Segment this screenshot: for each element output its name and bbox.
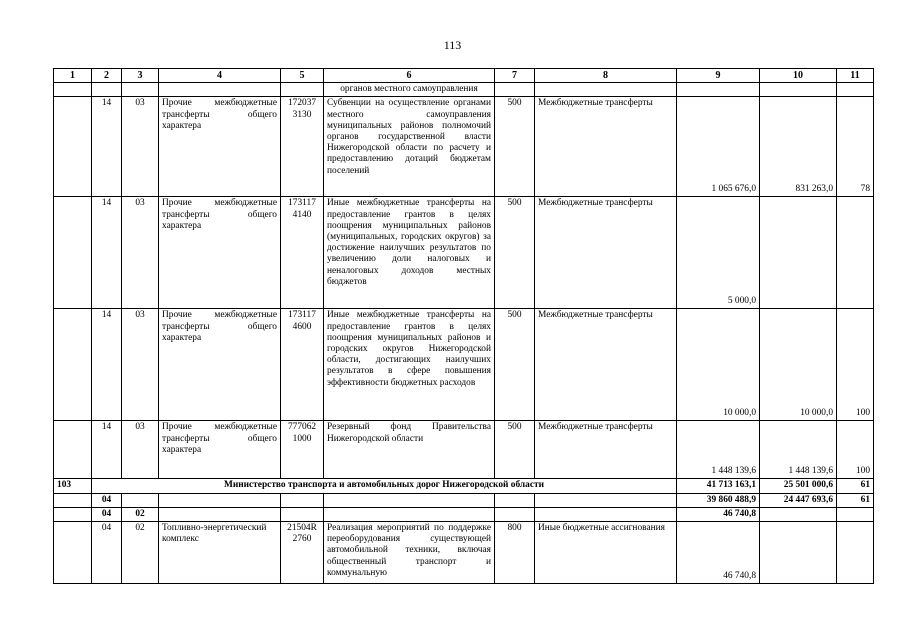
continuation-text: органов местного самоуправления	[324, 83, 495, 97]
table-row	[54, 421, 874, 479]
target-name: Иные межбюджетные трансферты на предоставление грантов в целях поощрения муниципальных районов и городских округов Нижегородской области, достигающих наилучших результатов в сфере повышения эффективности бюджетных расходов	[324, 309, 495, 421]
actual-amount: 831 263,0	[760, 97, 837, 197]
section-row	[54, 493, 874, 507]
col-header: 7	[495, 69, 535, 83]
percent: 100	[837, 309, 874, 421]
section-code: 14	[92, 197, 122, 309]
planned-amount: 1 065 676,0	[677, 97, 760, 197]
ministry-title: Министерство транспорта и автомобильных дорог Нижегородской области	[92, 479, 677, 493]
actual-amount	[760, 197, 837, 309]
planned-amount: 39 860 488,9	[677, 493, 760, 507]
planned-amount: 46 740,8	[677, 522, 760, 584]
continuation-row	[54, 83, 874, 97]
planned-amount: 5 000,0	[677, 197, 760, 309]
col-header: 10	[760, 69, 837, 83]
col-header: 4	[159, 69, 281, 83]
subsection-code: 03	[122, 197, 159, 309]
planned-amount: 46 740,8	[677, 507, 760, 521]
table-row	[54, 197, 874, 309]
section-code: 04	[92, 507, 122, 521]
subsection-name: Прочие межбюджетные трансферты общего характера	[159, 421, 281, 479]
planned-amount: 41 713 163,1	[677, 479, 760, 493]
budget-table	[53, 68, 874, 584]
subsection-code: 03	[122, 309, 159, 421]
subsection-code: 03	[122, 421, 159, 479]
col-header: 8	[535, 69, 677, 83]
subsection-code: 02	[122, 507, 159, 521]
header-row	[54, 69, 874, 83]
section-code: 04	[92, 493, 122, 507]
expense-code: 500	[495, 309, 535, 421]
expense-name: Межбюджетные трансферты	[535, 197, 677, 309]
actual-amount: 10 000,0	[760, 309, 837, 421]
target-code: 21504R 2760	[281, 522, 324, 584]
subsection-name: Прочие межбюджетные трансферты общего характера	[159, 97, 281, 197]
actual-amount: 24 447 693,6	[760, 493, 837, 507]
subsection-code: 03	[122, 97, 159, 197]
actual-amount: 25 501 000,6	[760, 479, 837, 493]
expense-code: 500	[495, 97, 535, 197]
percent: 61	[837, 493, 874, 507]
subsection-name: Топливно-энергетический комплекс	[159, 522, 281, 584]
expense-code: 500	[495, 421, 535, 479]
section-code: 14	[92, 421, 122, 479]
expense-code: 800	[495, 522, 535, 584]
section-code: 14	[92, 309, 122, 421]
target-code: 777062 1000	[281, 421, 324, 479]
target-code: 172037 3130	[281, 97, 324, 197]
percent: 100	[837, 421, 874, 479]
col-header: 9	[677, 69, 760, 83]
expense-name: Иные бюджетные ассигнования	[535, 522, 677, 584]
percent: 78	[837, 97, 874, 197]
target-code: 173117 4140	[281, 197, 324, 309]
subsection-row	[54, 507, 874, 521]
expense-code: 500	[495, 197, 535, 309]
target-name: Реализация мероприятий по поддержке переоборудования существующей автомобильной техники, включая общественный транспорт и коммунальную	[324, 522, 495, 584]
subsection-name: Прочие межбюджетные трансферты общего характера	[159, 197, 281, 309]
col-header: 11	[837, 69, 874, 83]
table-row	[54, 522, 874, 584]
section-code: 04	[92, 522, 122, 584]
actual-amount: 1 448 139,6	[760, 421, 837, 479]
target-code: 173117 4600	[281, 309, 324, 421]
col-header: 5	[281, 69, 324, 83]
col-header: 3	[122, 69, 159, 83]
col-header: 1	[54, 69, 92, 83]
section-code: 14	[92, 97, 122, 197]
percent: 61	[837, 479, 874, 493]
col-header: 2	[92, 69, 122, 83]
table-row	[54, 309, 874, 421]
target-name: Резервный фонд Правительства Нижегородской области	[324, 421, 495, 479]
target-name: Иные межбюджетные трансферты на предоставление грантов в целях поощрения муниципальных районов (муниципальных, городских округов) за достижение наилучших результатов по увеличению доли налоговых и неналоговых доходов местных бюджетов	[324, 197, 495, 309]
planned-amount: 1 448 139,6	[677, 421, 760, 479]
expense-name: Межбюджетные трансферты	[535, 309, 677, 421]
col-header: 6	[324, 69, 495, 83]
target-name: Субвенции на осуществление органами местного самоуправления муниципальных районов полномочий органов государственной власти Нижегородской области по расчету и предоставлению дотаций бюджетам поселений	[324, 97, 495, 197]
subsection-code: 02	[122, 522, 159, 584]
percent	[837, 197, 874, 309]
ministry-row	[54, 479, 874, 493]
ministry-code: 103	[54, 479, 92, 493]
expense-name: Межбюджетные трансферты	[535, 421, 677, 479]
subsection-name: Прочие межбюджетные трансферты общего характера	[159, 309, 281, 421]
table-row	[54, 97, 874, 197]
page-number: 113	[443, 38, 462, 52]
planned-amount: 10 000,0	[677, 309, 760, 421]
expense-name: Межбюджетные трансферты	[535, 97, 677, 197]
